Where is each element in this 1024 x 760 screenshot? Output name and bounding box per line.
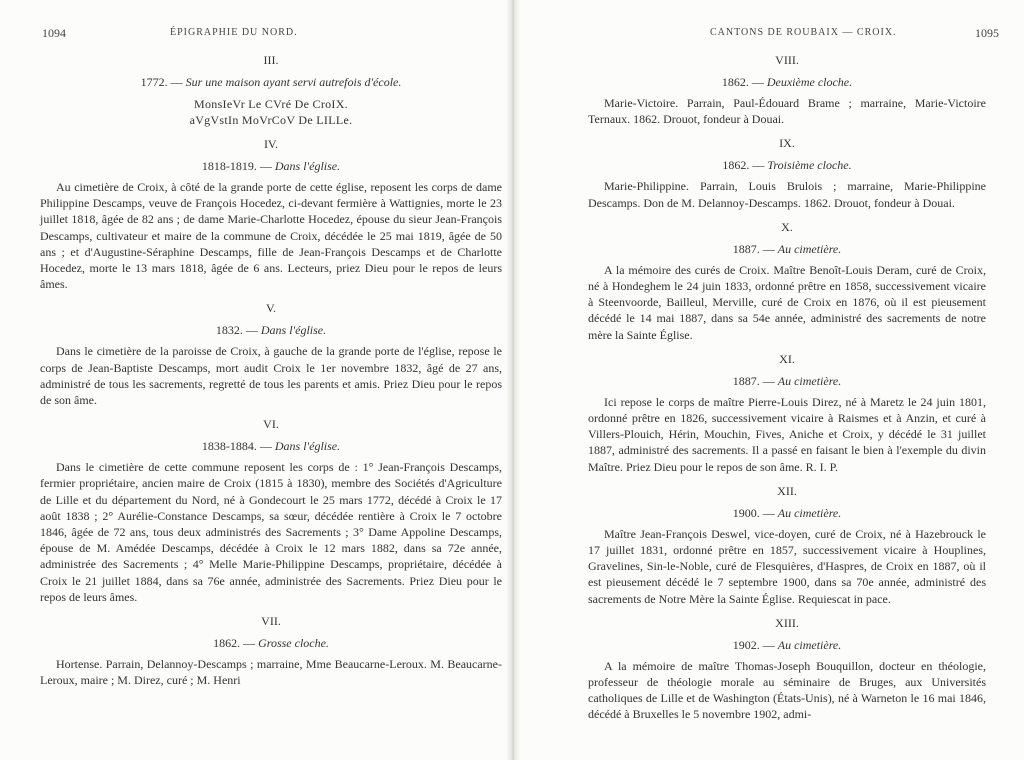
section-text: Dans le cimetière de cette commune reposent les corps de : 1° Jean-François Descamps, fermier propriétaire, ancien maire de Croix (1815 à 1830), membre des Sociétés d'Agriculture de Lille et du département du Nord, né à Gondecourt le 25 mars 1772, décédé à Croix le 17 août 1838 ; 2° Aurélie-Constance Descamps, sa sœur, décédée rentière à Croix le 7 octobre 1846, âgée de 72 ans, tous deux administrés des Sacrements ; 3° Dame Appoline Descamps, épouse de M. Amédée Descamps, décédée à Croix le 12 mars 1882, dans sa 72e année, administrée des Sacrements ; 4° Melle Marie-Philippine Descamps, propriétaire, décédée à Croix le 21 juillet 1884, dans sa 76e année, administrée des Sacrements. Priez Dieu pour le repos de leurs âmes. (40, 460, 502, 604)
section-date: 1887. (732, 373, 760, 388)
section-V (40, 300, 502, 408)
section-text: Marie-Philippine. Parrain, Louis Brulois ; marraine, Marie-Philippine Descamps. Don de M. Delannoy-Descamps. 1862. Drouot, fondeur à Douai. (588, 179, 986, 210)
section-heading: 1832. — Dans l'église. (215, 323, 327, 338)
right-page (588, 26, 999, 723)
section-title: Sur une maison ayant servi autrefois d'école. (185, 75, 402, 89)
section-numeral: V. (265, 301, 277, 316)
section-heading: 1772. — Sur une maison ayant servi autrefois d'école. (140, 75, 402, 89)
section-text: A la mémoire des curés de Croix. Maître Benoît-Louis Deram, curé de Croix, né à Hondeghem le 24 juin 1833, ordonné prêtre en 1858, successivement vicaire à Steenvoorde, Bailleul, Merville, curé de Croix en 1876, où il est pieusement décédé le 14 mai 1887, dans sa 54e année, administré des sacrements de notre mère la Sainte Église. (588, 262, 986, 342)
section-heading: 1818-1819. — Dans l'église. (201, 159, 341, 173)
section-numeral: XII. (777, 483, 797, 498)
section-date: 1772. (140, 75, 168, 89)
section-date: 1838-1884. (201, 439, 257, 454)
section-numeral: VII. (261, 614, 281, 629)
section-date: 1902. (732, 637, 760, 652)
section-numeral: IX. (779, 136, 795, 151)
section-X (588, 219, 986, 343)
section-date: 1862. (721, 75, 749, 89)
section-numeral: X. (781, 219, 793, 234)
section-numeral: XI. (779, 351, 795, 366)
section-text: Dans le cimetière de la paroisse de Croix, à gauche de la grande porte de l'église, repose le corps de Jean-Baptiste Descamps, mort audit Croix le 1er novembre 1832, âgé de 27 ans, administré de tous les sacrements, regretté de tous les parents et amis. Priez Dieu pour le repos de son âme. (40, 344, 502, 408)
section-title: Au cimetière. (777, 373, 842, 388)
section-date: 1900. (732, 505, 760, 520)
section-date: 1818-1819. (201, 159, 257, 173)
section-heading: 1887. — Au cimetière. (732, 373, 842, 388)
section-numeral: VI. (263, 417, 279, 432)
section-numeral: IV. (263, 137, 279, 151)
section-heading: 1902. — Au cimetière. (732, 637, 842, 652)
running-title: ÉPIGRAPHIE DU NORD. (170, 27, 298, 38)
section-date: 1887. (732, 241, 760, 256)
section-heading: 1900. — Au cimetière. (732, 505, 842, 520)
left-page (40, 26, 502, 688)
section-title: Au cimetière. (777, 241, 842, 256)
section-title: Dans l'église. (274, 439, 341, 454)
section-title: Grosse cloche. (258, 636, 329, 651)
section-text: Ici repose le corps de maître Pierre-Louis Direz, né à Maretz le 24 juin 1801, ordonné prêtre en 1826, successivement vicaire à Raismes et à Anzin, et curé à Villers-Plouich, Hérin, Mouchin, Fives, Aniche et Croix, y décédé le 31 juillet 1887, administré des sacrements. Il a passé en faisant le bien à l'exemple du divin Maître. Priez Dieu pour le repos de son âme. R. I. P. (588, 394, 986, 474)
section-VI (40, 416, 502, 605)
section-VIII (588, 52, 986, 127)
section-VII (40, 613, 502, 688)
section-heading: 1862. — Grosse cloche. (213, 636, 329, 651)
section-text: A la mémoire de maître Thomas-Joseph Bouquillon, docteur en théologie, professeur de théologie morale au séminaire de Bruges, aux Universités catholiques de Lille et de Washington (États-Unis), né à Warneton le 16 mai 1846, décédé à Bruxelles le 5 novembre 1902, admi- (588, 658, 986, 722)
page-number: 1094 (42, 26, 66, 40)
book-gutter (506, 0, 520, 760)
section-text: Marie-Victoire. Parrain, Paul-Édouard Brame ; marraine, Marie-Victoire Ternaux. 1862. Drouot, fondeur à Douai. (588, 96, 986, 127)
section-heading: 1838-1884. — Dans l'église. (201, 439, 341, 454)
section-heading: 1887. — Au cimetière. (732, 241, 842, 256)
section-IV (40, 136, 502, 292)
section-text: Au cimetière de Croix, à côté de la grande porte de cette église, reposent les corps de dame Philippine Descamps, veuve de François Hocedez, ci-devant fermière à Wattignies, morte le 23 juillet 1818, âgée de 82 ans ; de dame Marie-Charlotte Hocedez, épouse du sieur Jean-François Descamps, cultivateur et maire de la commune de Croix, décédée le 25 mai 1819, âgée de 50 ans ; et d'Augustine-Séraphine Descamps, fille de Jean-François Descamps et de Charlotte Hocedez, morte le 13 mars 1818, âgée de 6 ans. Lecteurs, priez Dieu pour le repos de leurs âmes. (40, 180, 502, 292)
section-XII (588, 483, 986, 607)
section-text: Hortense. Parrain, Delannoy-Descamps ; marraine, Mme Beaucarne-Leroux. M. Beaucarne-Leroux, maire ; M. Direz, curé ; M. Henri (40, 657, 502, 688)
section-title: Dans l'église. (274, 159, 341, 173)
section-title: Dans l'église. (260, 323, 327, 338)
section-III (40, 52, 502, 128)
section-numeral: III. (263, 53, 279, 67)
section-date: 1832. (215, 323, 243, 338)
section-text: Maître Jean-François Deswel, vice-doyen, curé de Croix, né à Hazebrouck le 17 juillet 1831, ordonné prêtre en 1857, successivement vicaire à Houplines, Gravelines, Sin-le-Noble, curé de Flesquières, d'Haspres, de Croix en 1887, où il est pieusement décédé le 7 septembre 1900, dans sa 70e année, administré des sacrements de Notre Mère la Sainte Église. Requiescat in pace. (588, 526, 986, 606)
section-date: 1862. (213, 636, 241, 651)
inscription-line: MonsIeVr Le CVré De CroIX. (194, 97, 348, 111)
section-XIII (588, 615, 986, 723)
section-title: Au cimetière. (777, 637, 842, 652)
section-IX (588, 135, 986, 210)
section-title: Deuxième cloche. (766, 75, 853, 89)
section-heading: 1862. — Deuxième cloche. (721, 75, 853, 89)
page-number: 1095 (975, 26, 999, 40)
left-running-head (40, 26, 502, 44)
section-date: 1862. (722, 158, 750, 173)
section-title: Au cimetière. (777, 505, 842, 520)
right-running-head (588, 26, 999, 44)
section-numeral: XIII. (775, 615, 799, 630)
section-XI (588, 351, 986, 475)
inscription-line: aVgVstIn MoVrCoV De LILLe. (189, 113, 353, 127)
running-title: CANTONS DE ROUBAIX — CROIX. (710, 27, 897, 38)
section-numeral: VIII. (775, 53, 799, 67)
section-heading: 1862. — Troisième cloche. (722, 158, 852, 173)
section-title: Troisième cloche. (767, 158, 852, 173)
